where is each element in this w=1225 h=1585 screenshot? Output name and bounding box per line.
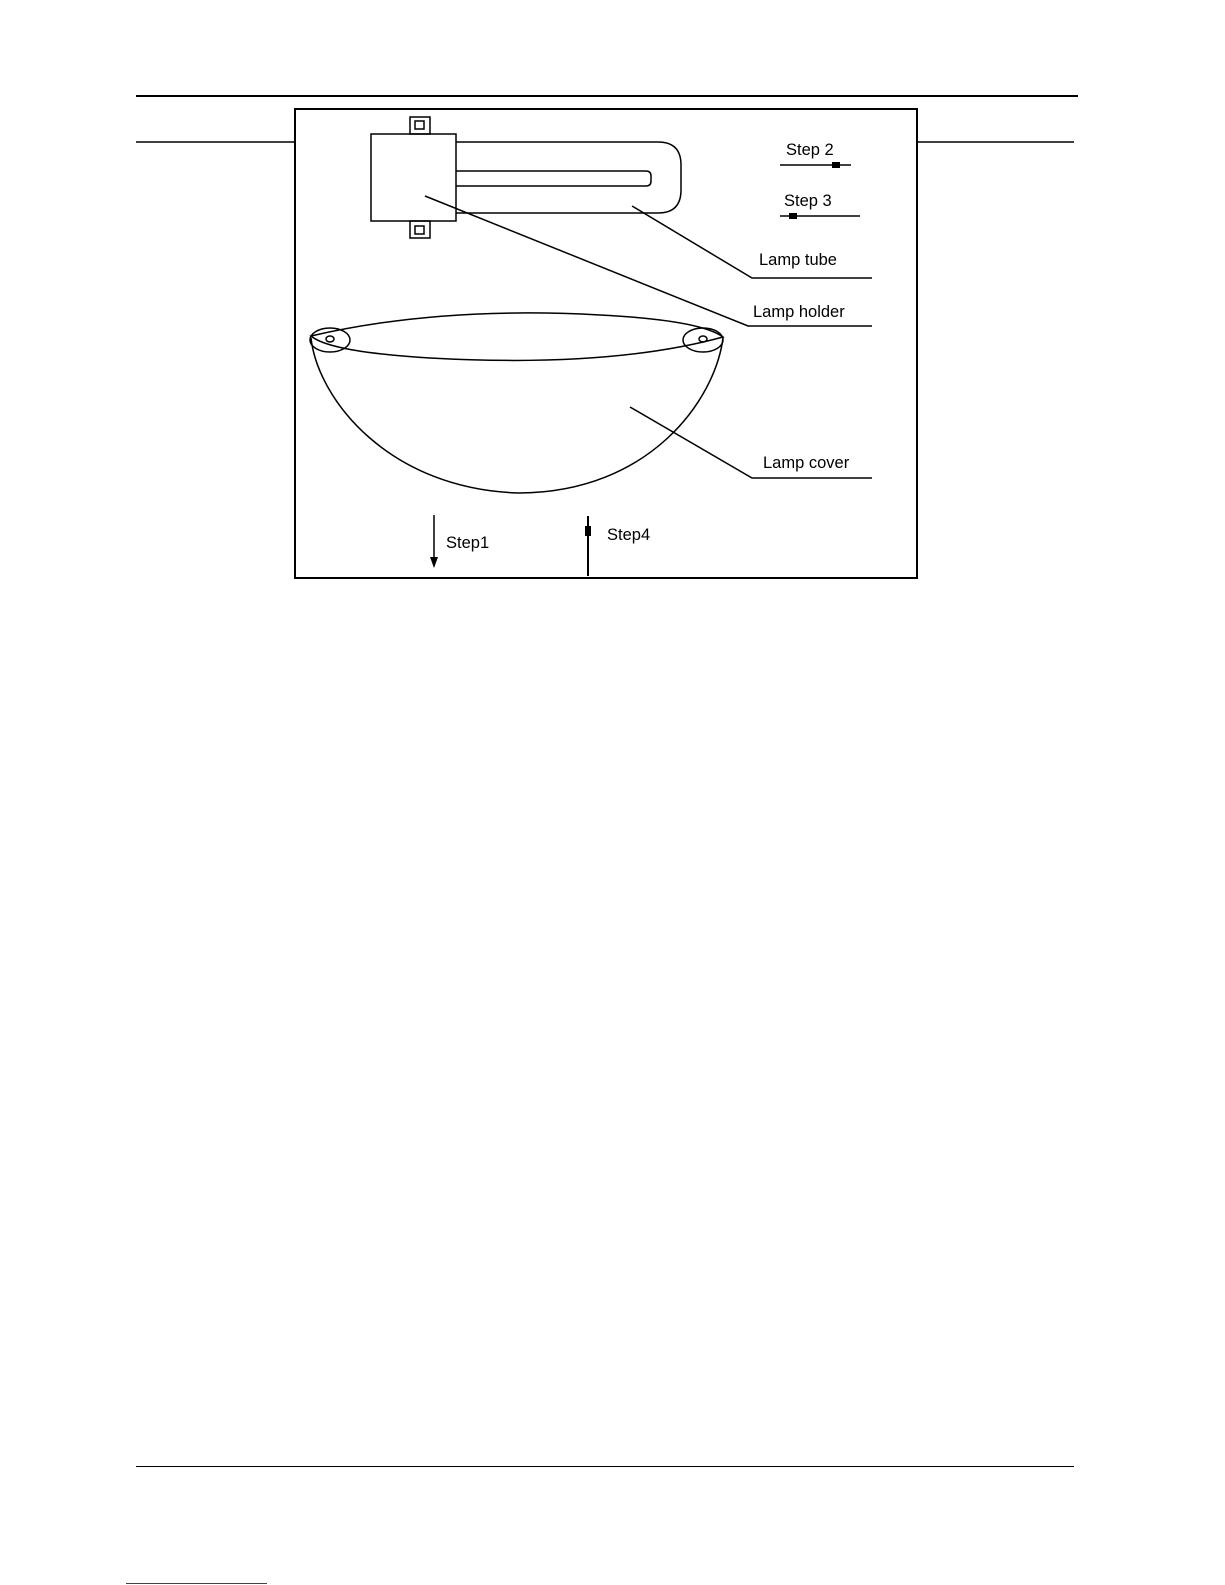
step2-arrow [780, 162, 851, 168]
lamp-replacement-diagram [0, 0, 1225, 620]
step1-label: Step1 [446, 534, 490, 552]
step4-label: Step4 [607, 526, 651, 544]
footer-link-underline [126, 1583, 267, 1584]
lamp-holder-drawing [371, 117, 456, 238]
step1-arrow [430, 515, 438, 568]
lamp-cover-label: Lamp cover [763, 454, 850, 472]
step4-arrow [585, 516, 591, 576]
leader-lines [425, 196, 872, 478]
step2-label: Step 2 [786, 141, 834, 159]
step3-label: Step 3 [784, 192, 832, 210]
lamp-cover-drawing [310, 313, 723, 493]
lamp-holder-label: Lamp holder [753, 303, 845, 321]
lamp-tube-drawing [456, 142, 681, 213]
footer-rule [136, 1466, 1074, 1467]
lamp-tube-label: Lamp tube [759, 251, 837, 269]
step3-arrow [780, 213, 860, 219]
